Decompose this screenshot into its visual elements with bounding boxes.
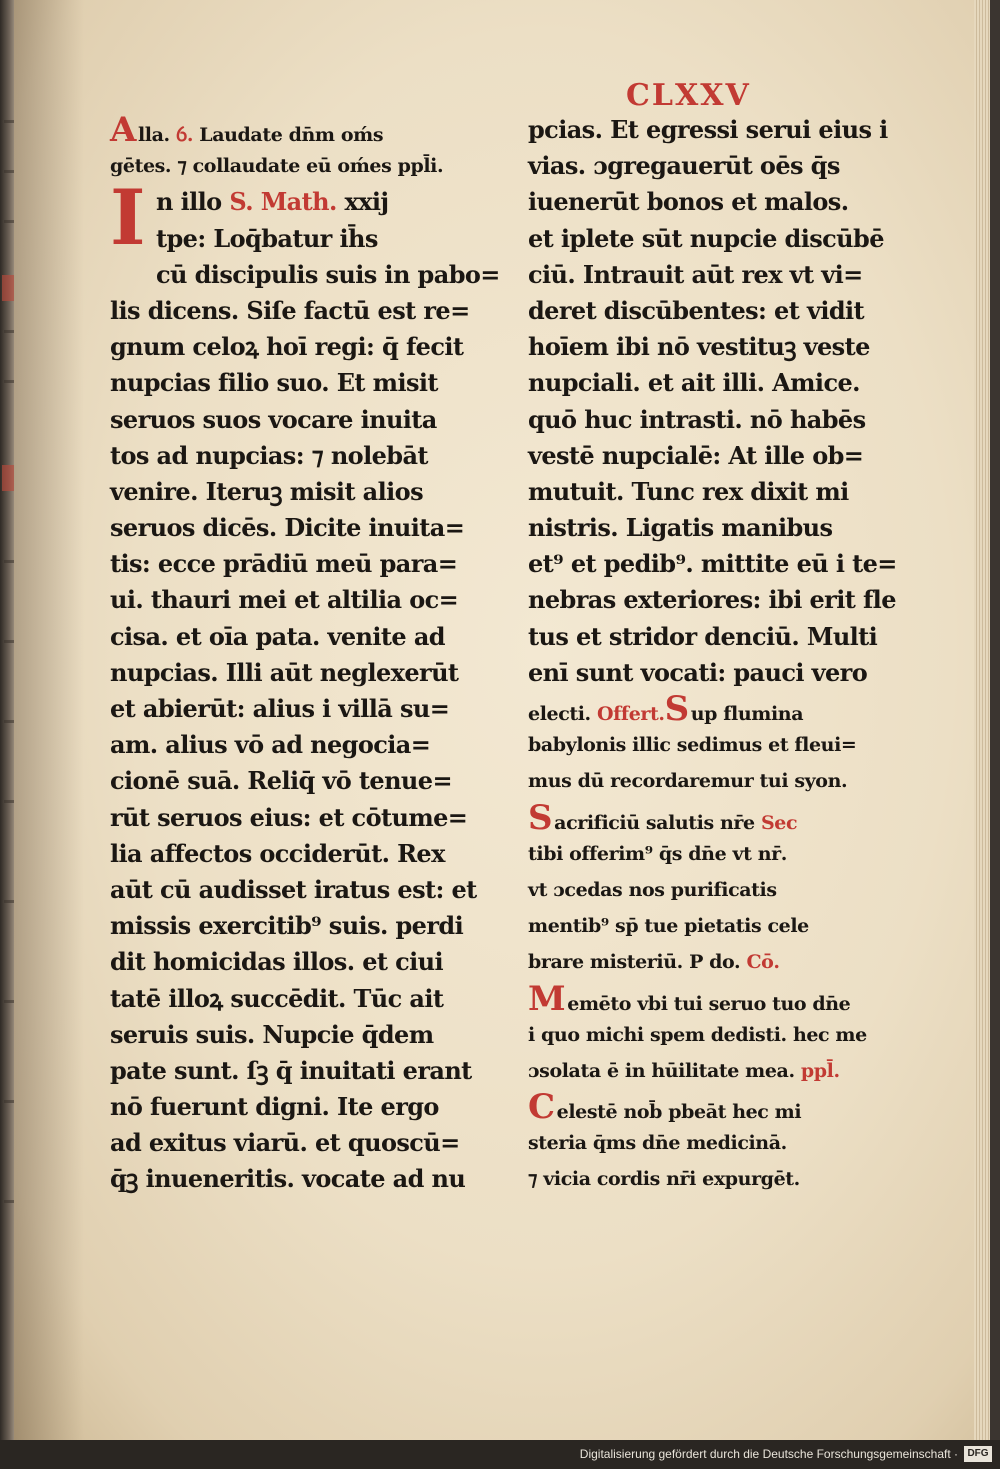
- drop-capital: C: [528, 1087, 555, 1128]
- page-gutter-shadow: [14, 0, 84, 1440]
- text-line: [528, 221, 888, 257]
- line-text: mutuit. Tunc rex dixit mi: [528, 476, 849, 506]
- line-text: venire. Iteruꝫ misit alios: [110, 476, 423, 506]
- text-line: [528, 1087, 888, 1128]
- line-text: nō fuerunt digni. Ite ergo: [110, 1092, 439, 1122]
- line-text: vt ɔcedas nos purificatis: [528, 878, 777, 901]
- line-text: cisa. et oīa pata. venite ad: [110, 621, 445, 651]
- text-line: [528, 872, 888, 908]
- text-line: [110, 655, 480, 691]
- line-text: up flumina: [690, 703, 804, 725]
- line-text: tis: ecce prādiū meū para=: [110, 549, 458, 579]
- text-line: [110, 1161, 480, 1197]
- text-line: [110, 908, 480, 944]
- line-text: aūt cū audisset iratus est: et: [110, 874, 477, 904]
- line-text: acrificiū salutis nr̄e: [554, 811, 761, 834]
- line-text: rūt seruos eius: et cōtume=: [110, 802, 468, 832]
- text-line: [528, 546, 897, 582]
- dfg-logo: DFG: [964, 1446, 992, 1462]
- text-line: [110, 981, 480, 1017]
- line-text: emēto vbi tui seruo tuo dn̄e: [567, 992, 851, 1015]
- line-text: gnum celoꝝ hoī regi: q̄ fecit: [110, 332, 464, 362]
- line-text: enī sunt vocati: pauci vero: [528, 657, 868, 687]
- line-text: cionē suā. Reliq̄ vō tenue=: [110, 766, 452, 796]
- rubric-text: Sec: [760, 811, 798, 834]
- line-text: tatē illoꝝ succēdit. Tūc ait: [110, 983, 444, 1013]
- line-text: tus et stridor denciū. Multi: [528, 621, 878, 651]
- line-text: et iplete sūt nupcie discūbē: [528, 223, 884, 253]
- line-text: tos ad nupcias: ⁊ nolebāt: [110, 440, 428, 470]
- line-text: vestē nupcialē: At ille ob=: [528, 440, 864, 470]
- text-line: [528, 727, 888, 763]
- line-text: mus dū recordaremur tui syon.: [528, 770, 848, 793]
- text-line: [110, 112, 480, 148]
- text-line: [528, 619, 888, 655]
- left-text-column: [110, 110, 500, 1198]
- text-line: [110, 438, 480, 474]
- line-text: ɔsolata ē in hūilitate mea.: [528, 1059, 801, 1082]
- line-text: gētes. ⁊ collaudate eū oḿes ppl̄i.: [110, 155, 444, 178]
- line-text: nupciali. et ait illi. Amice.: [528, 368, 860, 398]
- line-text: n illo: [156, 187, 230, 217]
- line-text: babylonis illic sedimus et fleui=: [528, 734, 857, 757]
- rubric-text: Offert.: [597, 703, 665, 725]
- text-line: [528, 474, 888, 510]
- text-line: [110, 619, 480, 655]
- text-line: [110, 365, 480, 401]
- line-text: nupcias filio suo. Et misit: [110, 368, 438, 398]
- line-text: q̄ꝫ inueneritis. vocate ad nu: [110, 1164, 466, 1194]
- line-text: Laudate dn̄m oḿs: [193, 124, 384, 146]
- text-line: [110, 329, 480, 365]
- text-line: [110, 763, 480, 799]
- rubric-text: ỽ.: [175, 124, 194, 146]
- text-line: [528, 763, 888, 799]
- text-line: [110, 944, 480, 980]
- text-line: [528, 944, 888, 980]
- line-text: nistris. Ligatis manibus: [528, 513, 833, 543]
- line-text: mentib⁹ sp̄ tue pietatis cele: [528, 915, 809, 938]
- text-line: [110, 872, 480, 908]
- text-line: [528, 1125, 888, 1161]
- drop-capital: M: [528, 978, 566, 1019]
- rubric-text: ppl̄.: [800, 1059, 840, 1082]
- text-line: [528, 1161, 888, 1197]
- text-line: [528, 836, 888, 872]
- drop-capital: S: [664, 689, 689, 729]
- line-text: ui. thauri mei et altilia oc=: [110, 585, 459, 615]
- text-line: [528, 908, 888, 944]
- line-text: electi.: [528, 703, 597, 725]
- text-line: [110, 1125, 480, 1161]
- line-text: tpe: Loq̄batur ih̄s: [156, 223, 378, 253]
- rubric-text: S. Math.: [229, 187, 337, 217]
- line-text: elestē nob̄ pbeāt hec mi: [556, 1101, 802, 1124]
- line-text: ⁊ vicia cordis nr̄i expurgēt.: [528, 1168, 800, 1191]
- text-line: [110, 257, 500, 293]
- line-text: et⁹ et pedib⁹. mittite eū i te=: [528, 549, 897, 579]
- line-text: lla.: [137, 124, 176, 146]
- line-text: seruos suos vocare inuita: [110, 404, 437, 434]
- text-line: [528, 510, 888, 546]
- text-line: [528, 148, 888, 184]
- line-text: i quo michi spem dedisti. hec me: [528, 1023, 867, 1046]
- text-line: [110, 510, 480, 546]
- line-text: iuenerūt bonos et malos.: [528, 187, 849, 217]
- line-text: xxij: [336, 187, 389, 217]
- line-text: quō huc intrasti. nō habēs: [528, 404, 866, 434]
- text-line: [528, 1017, 888, 1053]
- text-line: [110, 148, 480, 184]
- text-line: [110, 1089, 480, 1125]
- line-text: ciū. Intrauit aūt rex vt vi=: [528, 259, 863, 289]
- line-text: missis exercitib⁹ suis. perdi: [110, 911, 464, 941]
- line-text: cū discipulis suis in pabo=: [156, 259, 500, 289]
- drop-capital: A: [110, 110, 136, 150]
- folio-number: CLXXV: [626, 78, 751, 113]
- line-text: am. alius vō ad negocia=: [110, 730, 431, 760]
- text-line: [110, 691, 480, 727]
- text-line: [528, 438, 888, 474]
- right-text-column: [528, 112, 897, 1198]
- line-text: lia affectos occiderūt. Rex: [110, 838, 445, 868]
- text-line: [528, 655, 888, 691]
- line-text: vias. ɔgregauerūt oēs q̄s: [528, 151, 840, 181]
- line-text: pate sunt. ſꝫ q̄ inuitati erant: [110, 1055, 472, 1085]
- text-line: [528, 329, 888, 365]
- rubric-text: Cō.: [746, 951, 780, 974]
- text-line: [110, 474, 480, 510]
- text-line: [528, 691, 888, 727]
- text-line: [528, 402, 888, 438]
- line-text: nupcias. Illi aūt neglexerūt: [110, 657, 459, 687]
- book-page: [14, 0, 975, 1440]
- line-text: et abierūt: alius i villā su=: [110, 694, 450, 723]
- text-line: [528, 365, 888, 401]
- line-text: hoīem ibi nō vestituꝫ veste: [528, 332, 870, 362]
- text-line: [528, 1053, 888, 1089]
- line-text: lis dicens. Siſe factū est re=: [110, 295, 470, 325]
- line-text: pcias. Et egressi serui eius i: [528, 115, 888, 144]
- line-text: seruis suis. Nupcie q̄dem: [110, 1019, 434, 1049]
- text-line: [110, 1053, 480, 1089]
- text-line: [110, 836, 480, 872]
- line-text: brare misteriū. P do.: [528, 951, 747, 974]
- line-text: ad exitus viarū. et quoscū=: [110, 1128, 460, 1158]
- text-line: [528, 257, 888, 293]
- text-line: [110, 546, 480, 582]
- text-line: [110, 727, 480, 763]
- text-line: [528, 797, 888, 838]
- funding-credit: Digitalisierung gefördert durch die Deutsche Forschungsgemeinschaft ·: [579, 1447, 958, 1461]
- text-line: [110, 582, 480, 618]
- text-line: [110, 1017, 480, 1053]
- illuminated-initial: I: [110, 173, 145, 263]
- text-line: [110, 402, 480, 438]
- text-line: [528, 184, 888, 220]
- text-line: [110, 800, 480, 836]
- text-line: [528, 112, 888, 148]
- text-line: [528, 293, 888, 329]
- drop-capital: S: [528, 797, 553, 838]
- line-text: nebras exteriores: ibi erit fle: [528, 585, 896, 615]
- line-text: tibi offerim⁹ q̄s dn̄e vt nr̄.: [528, 842, 787, 865]
- line-text: seruos dicēs. Dicite inuita=: [110, 513, 465, 543]
- text-line: [110, 293, 480, 329]
- text-line: [110, 221, 480, 257]
- line-text: deret discūbentes: et vidit: [528, 295, 865, 325]
- line-text: steria q̄ms dn̄e medicinā.: [528, 1132, 787, 1155]
- text-line: [528, 978, 888, 1019]
- line-text: dit homicidas illos. et ciui: [110, 947, 444, 977]
- text-line: [528, 582, 896, 618]
- footer-bar: [0, 1440, 1000, 1469]
